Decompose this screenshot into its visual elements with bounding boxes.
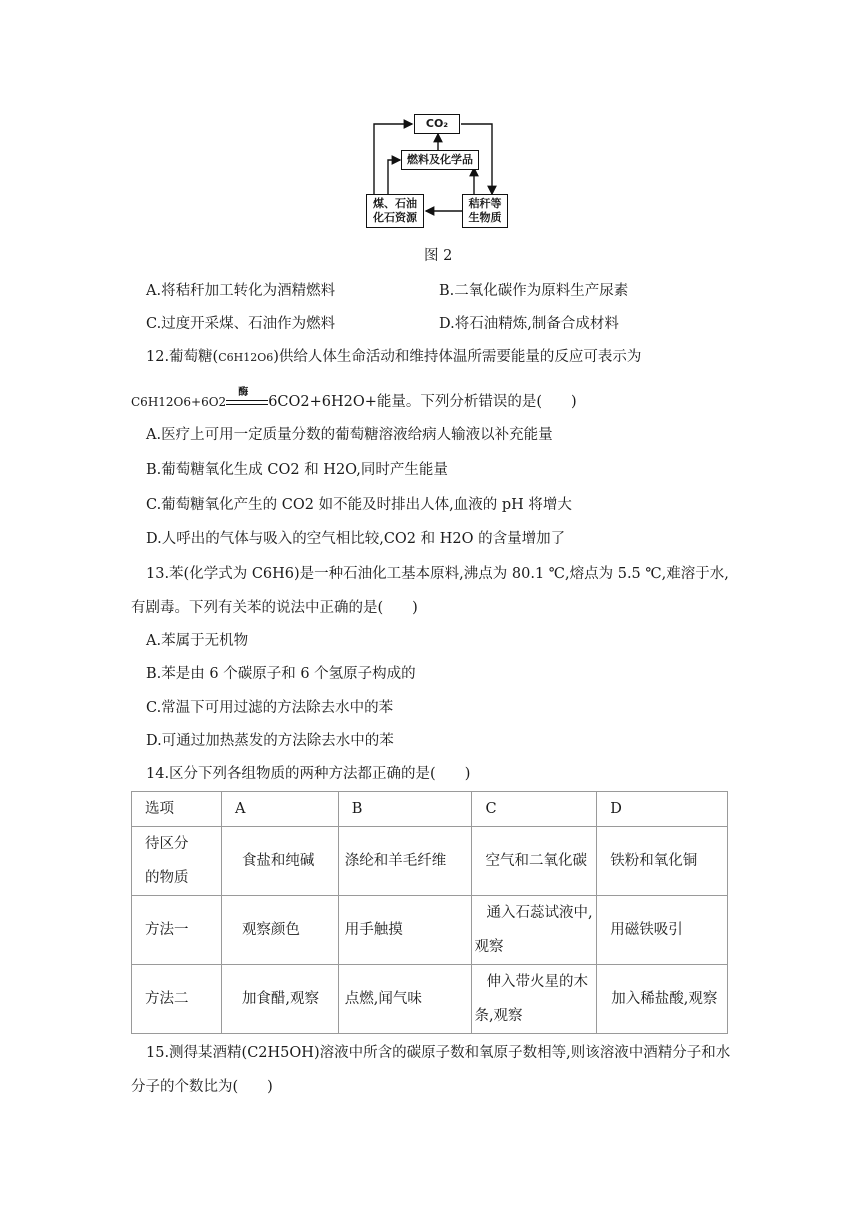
table-row — [132, 965, 728, 1034]
q12-stem-prefix: 12.葡萄糖( — [146, 349, 219, 365]
header-c: C — [485, 801, 497, 817]
table-cell — [472, 896, 597, 965]
table-cell — [132, 965, 222, 1034]
table-cell — [472, 965, 597, 1034]
q12-eq-arrow — [226, 387, 268, 409]
cell-d: 铁粉和氧化铜 — [610, 853, 698, 869]
cell-c: 空气和二氧化碳 — [485, 853, 587, 869]
header-b: B — [351, 801, 363, 817]
q12-option-b: B.葡萄糖氧化生成 CO2 和 H2O,同时产生能量 — [146, 462, 448, 478]
biomass-box — [462, 194, 508, 228]
table-cell — [338, 792, 472, 827]
table-cell — [132, 896, 222, 965]
table-cell — [597, 896, 728, 965]
cell-c: 通入石蕊试液中,观察 — [474, 905, 593, 955]
biomass-label-2: 生物质 — [468, 211, 502, 224]
cell-b: 点燃,闻气味 — [344, 991, 422, 1007]
table-cell — [221, 827, 338, 896]
cell-b: 涤纶和羊毛纤维 — [344, 853, 447, 869]
row-label: 待区分的物质 — [145, 836, 189, 886]
table-header-row — [132, 792, 728, 827]
cell-a: 观察颜色 — [241, 922, 300, 938]
fossil-box — [366, 194, 424, 228]
table-cell — [597, 792, 728, 827]
table-cell — [132, 827, 222, 896]
co2-box — [414, 114, 460, 134]
q13-option-d: D.可通过加热蒸发的方法除去水中的苯 — [146, 733, 394, 749]
table-cell — [132, 792, 222, 827]
fuel-label: 燃料及化学品 — [407, 153, 473, 166]
table-cell — [221, 896, 338, 965]
q12-stem-suffix: )供给人体生命活动和维持体温所需要能量的反应可表示为 — [273, 349, 642, 365]
header-d: D — [610, 801, 622, 817]
q12-eq-right: 6CO2+6H2O+能量。下列分析错误的是( ) — [268, 394, 577, 410]
q12-stem-formula: C6H12O6 — [218, 351, 274, 364]
cell-d: 加入稀盐酸,观察 — [611, 991, 718, 1007]
biomass-label-1: 秸秆等 — [468, 197, 502, 210]
q14-table — [131, 791, 728, 1034]
table-cell — [221, 792, 338, 827]
q12-option-d: D.人呼出的气体与吸入的空气相比较,CO2 和 H2O 的含量增加了 — [146, 531, 566, 547]
row-label: 方法二 — [145, 991, 189, 1007]
q11-option-d: D.将石油精炼,制备合成材料 — [439, 316, 619, 332]
table-row — [132, 827, 728, 896]
q12-stem — [146, 347, 641, 368]
q12-option-a: A.医疗上可用一定质量分数的葡萄糖溶液给病人输液以补充能量 — [146, 427, 553, 443]
cell-a: 加食醋,观察 — [241, 991, 320, 1007]
cell-a: 食盐和纯碱 — [241, 853, 315, 869]
q14-stem: 14.区分下列各组物质的两种方法都正确的是( ) — [146, 766, 471, 782]
header-a: A — [234, 801, 246, 817]
q12-eq-left: C6H12O6+6O2 — [131, 395, 227, 409]
table-cell — [597, 827, 728, 896]
fossil-label-2: 化石资源 — [373, 211, 417, 224]
header-option: 选项 — [145, 801, 174, 817]
q13-stem-line1: 13.苯(化学式为 C6H6)是一种石油化工基本原料,沸点为 80.1 ℃,熔点为 5.5 ℃,难溶于水, — [146, 566, 729, 582]
table-row — [132, 896, 728, 965]
figure-caption: 图 2 — [424, 248, 453, 264]
table-cell — [338, 827, 472, 896]
q12-option-c: C.葡萄糖氧化产生的 CO2 如不能及时排出人体,血液的 pH 将增大 — [146, 497, 572, 513]
table-cell — [597, 965, 728, 1034]
fossil-label-1: 煤、石油 — [373, 197, 417, 210]
q12-eq-catalyst: 酶 — [238, 387, 249, 398]
q11-option-a: A.将秸秆加工转化为酒精燃料 — [146, 283, 336, 299]
q12-equation — [131, 387, 577, 412]
cell-c: 伸入带火星的木条,观察 — [474, 974, 588, 1024]
table-cell — [472, 827, 597, 896]
q11-option-b: B.二氧化碳作为原料生产尿素 — [439, 283, 629, 299]
q13-option-c: C.常温下可用过滤的方法除去水中的苯 — [146, 700, 394, 716]
q13-option-b: B.苯是由 6 个碳原子和 6 个氢原子构成的 — [146, 666, 416, 682]
table-cell — [221, 965, 338, 1034]
q15-stem-line1: 15.测得某酒精(C2H5OH)溶液中所含的碳原子数和氧原子数相等,则该溶液中酒精分子和水 — [146, 1045, 731, 1061]
fuel-box — [401, 150, 479, 170]
cell-d: 用磁铁吸引 — [610, 922, 683, 938]
table-cell — [338, 896, 472, 965]
row-label: 方法一 — [145, 922, 189, 938]
table-cell — [338, 965, 472, 1034]
co2-label: CO₂ — [425, 117, 449, 130]
cycle-diagram — [364, 108, 512, 232]
q15-stem-line2: 分子的个数比为( ) — [131, 1079, 273, 1095]
cell-b: 用手触摸 — [344, 922, 403, 938]
double-line-icon — [226, 400, 268, 405]
q11-option-c: C.过度开采煤、石油作为燃料 — [146, 316, 336, 332]
table-cell — [472, 792, 597, 827]
q13-option-a: A.苯属于无机物 — [146, 633, 249, 649]
q13-stem-line2: 有剧毒。下列有关苯的说法中正确的是( ) — [131, 600, 418, 616]
